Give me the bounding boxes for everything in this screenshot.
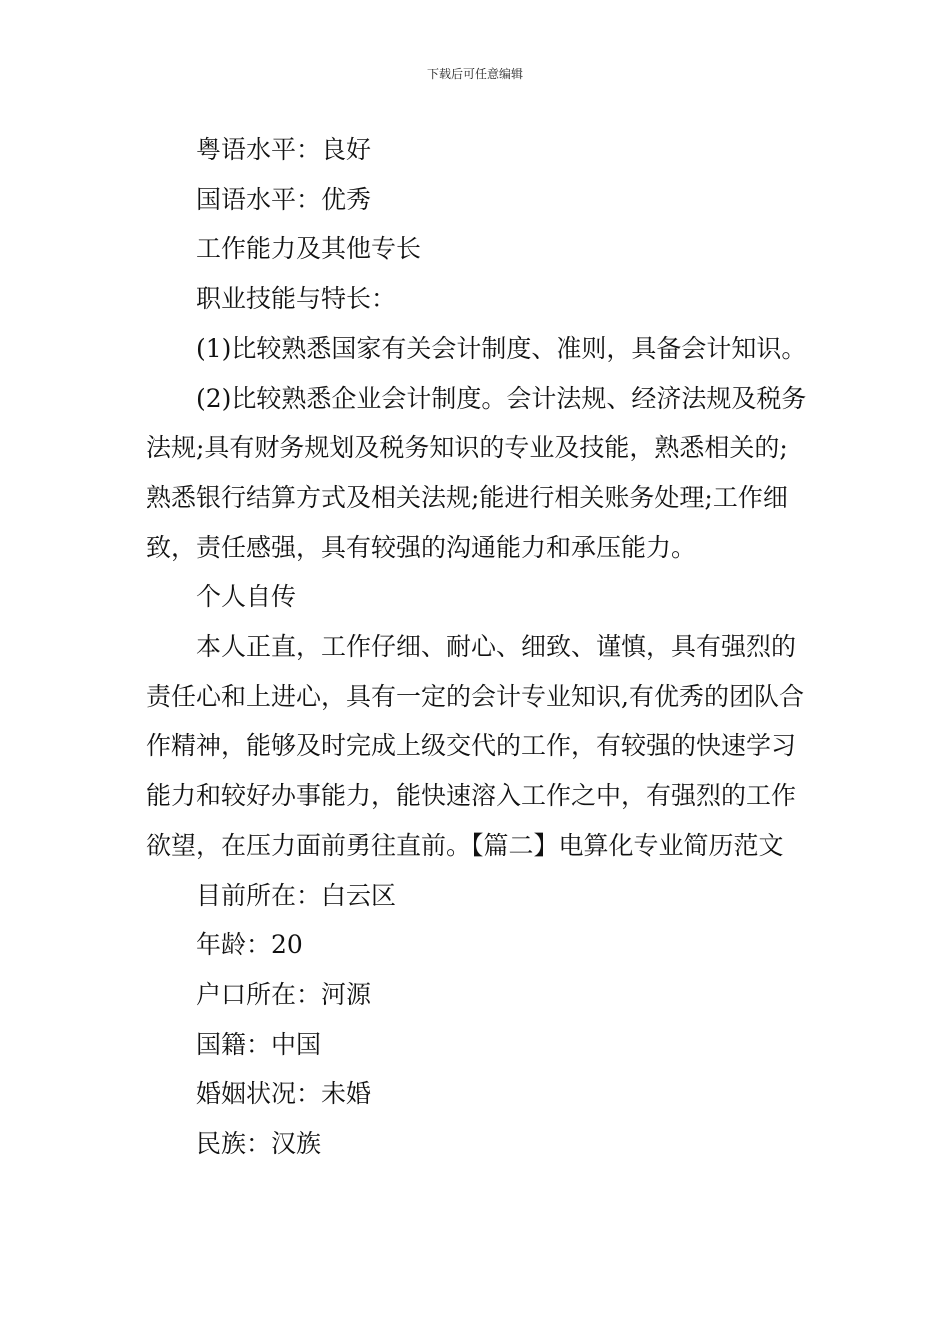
document-body [146,125,810,1169]
paragraph-nationality: 国籍：中国 [196,1029,322,1059]
paragraph-marital-status: 婚姻状况：未婚 [196,1079,372,1109]
paragraph-skill-2: (2)比较熟悉企业会计制度。会计法规、经济法规及税务法规;具有财务规划及税务知识的专业及技能，熟悉相关的;熟悉银行结算方式及相关法规;能进行相关账务处理;工作细致，责任感强，具有较强的沟通能力和承压能力。 [146,383,807,562]
paragraph-skill-1: (1)比较熟悉国家有关会计制度、准则，具备会计知识。 [196,333,807,363]
paragraph-cantonese-level: 粤语水平：良好 [196,135,372,164]
paragraph-age: 年龄：20 [196,930,303,960]
paragraph-mandarin-level: 国语水平：优秀 [196,184,372,214]
paragraph-hukou: 户口所在：河源 [196,979,372,1009]
paragraph-current-location: 目前所在：白云区 [196,880,397,910]
paragraph-autobiography-heading: 个人自传 [196,582,297,612]
paragraph-autobiography: 本人正直，工作仔细、耐心、细致、谨慎，具有强烈的责任心和上进心，具有一定的会计专业知识,有优秀的团队合作精神，能够及时完成上级交代的工作，有较强的快速学习能力和较好办事能力，能快速溶入工作之中，有强烈的工作欲望，在压力面前勇往直前。【篇二】电算化专业简历范文 [146,632,804,860]
page-header: 下载后可任意编辑 [426,67,523,81]
paragraph-work-ability-heading: 工作能力及其他专长 [196,234,422,264]
paragraph-ethnicity: 民族：汉族 [196,1129,322,1159]
paragraph-skills-heading: 职业技能与特长： [196,284,397,314]
